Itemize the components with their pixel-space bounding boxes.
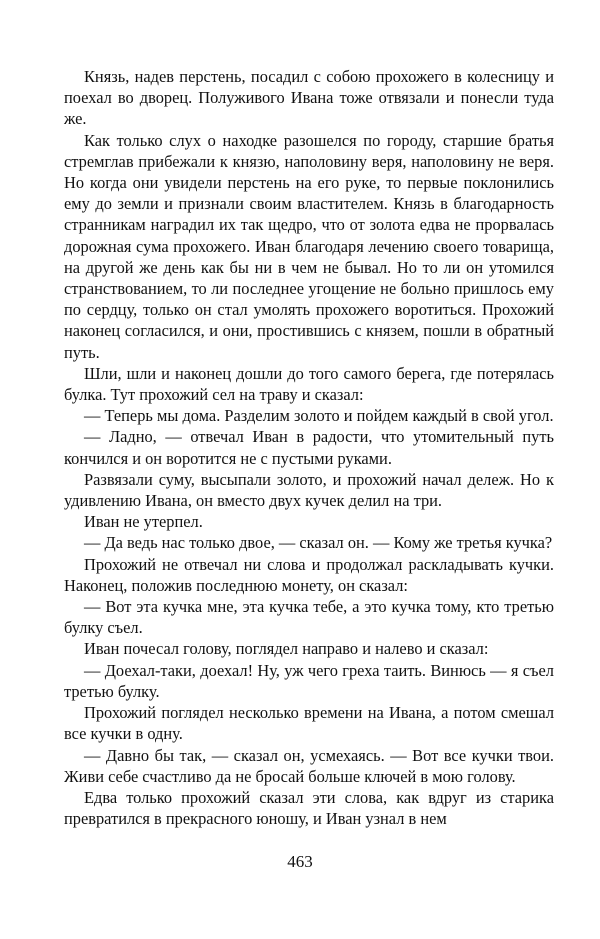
- paragraph: Иван не утерпел.: [84, 512, 203, 532]
- paragraph: Князь, надев перстень, посадил с собою прохожего в колесницу и поехал во дворец. Полуживого Ивана тоже отвязали и понесли туда же.: [64, 67, 554, 129]
- paragraph: Прохожий поглядел несколько времени на Ивана, а потом смешал все кучки в одну.: [64, 703, 554, 744]
- paragraph: Развязали суму, высыпали золото, и прохожий начал дележ. Но к удивлению Ивана, он вместо двух кучек делил на три.: [64, 469, 554, 511]
- paragraph: Едва только прохожий сказал эти слова, как вдруг из старика превратился в прекрасного юношу, и Иван узнал в нем: [64, 787, 554, 829]
- paragraph: — Давно бы так, — сказал он, усмехаясь. — Вот все кучки твои. Живи себе счастливо да не бросай больше ключей в мою голову.: [64, 745, 554, 786]
- page-number: 463: [287, 852, 313, 871]
- page-text: [64, 66, 554, 829]
- paragraph: Как только слух о находке разошелся по городу, старшие братья стремглав прибежали к князю, наполовину веря, наполовину не веря. Но когда они увидели перстень на его руке, то первые поклонились ему до земли и признали своим властителем. Князь в благодарность странникам наградил их так щедро, что от золота едва не прорвалась дорожная сума прохожего. Иван благодаря лечению своего товарища, на другой же день как бы ни в чем не бывал. Но то ли он утомился странствованием, то ли последнее угощение не больно пришлось ему по сердцу, только он стал умолять прохожего воротиться. Прохожий наконец согласился, и они, простившись с князем, пошли в обратный путь.: [64, 130, 554, 362]
- paragraph: — Доехал-таки, доехал! Ну, уж чего греха таить. Винюсь — я съел третью булку.: [64, 660, 554, 701]
- paragraph: Иван почесал голову, поглядел направо и налево и сказал:: [84, 639, 489, 659]
- paragraph: Прохожий не отвечал ни слова и продолжал раскладывать кучки. Наконец, положив последнюю монету, он сказал:: [64, 554, 554, 595]
- paragraph: — Ладно, — отвечал Иван в радости, что утомительный путь кончился и он воротится не с пустыми руками.: [64, 427, 554, 468]
- paragraph: — Теперь мы дома. Разделим золото и пойдем каждый в свой угол.: [84, 406, 554, 426]
- paragraph: — Да ведь нас только двое, — сказал он. — Кому же третья кучка?: [84, 533, 553, 553]
- paragraph: — Вот эта кучка мне, эта кучка тебе, а это кучка тому, кто третью булку съел.: [64, 597, 554, 638]
- paragraph: Шли, шли и наконец дошли до того самого берега, где потерялась булка. Тут прохожий сел на траву и сказал:: [64, 363, 554, 405]
